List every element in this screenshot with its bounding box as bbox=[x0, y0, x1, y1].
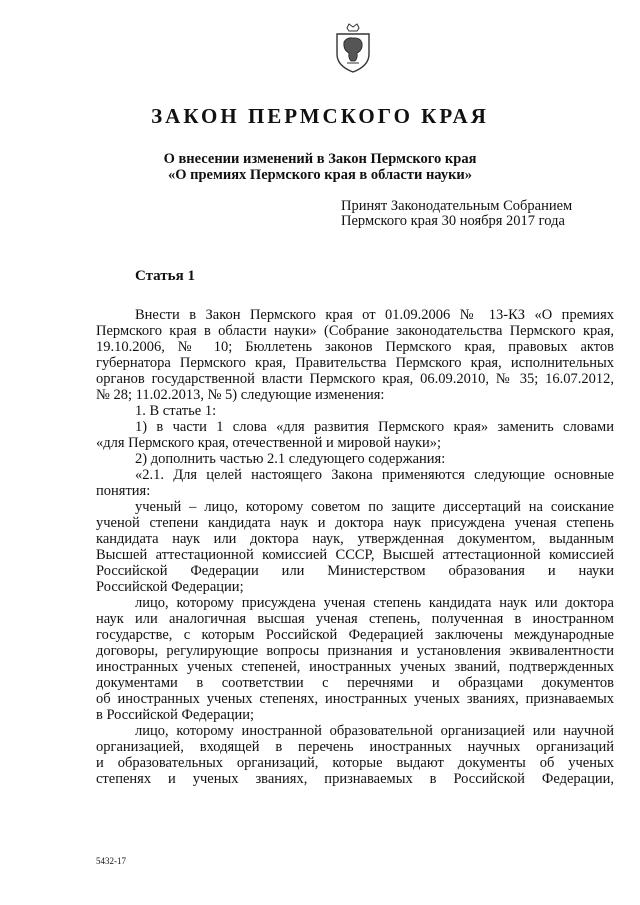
body-line: № 28; 11.02.2013, № 5) следующие изменения: bbox=[96, 387, 385, 403]
body-line: «для Пермского края, отечественной и мировой науки»; bbox=[96, 435, 442, 451]
body-line: органов государственной власти Пермского края, 06.09.2010, № 35; 16.07.2012, bbox=[96, 371, 614, 387]
law-title: ЗАКОН ПЕРМСКОГО КРАЯ bbox=[151, 104, 489, 128]
law-subject bbox=[0, 151, 640, 183]
article-body bbox=[96, 307, 614, 787]
body-line: Внести в Закон Пермского края от 01.09.2006 № 13-КЗ «О премиях bbox=[135, 307, 614, 323]
adoption-note-line: Пермского края 30 ноября 2017 года bbox=[341, 213, 565, 229]
body-line: и образовательных организаций, которые выдают документы об ученых bbox=[96, 755, 614, 771]
body-line: ученой степени кандидата наук и доктора наук присуждена ученая степень bbox=[96, 515, 614, 531]
law-subject-line: «О премиях Пермского края в области науки» bbox=[167, 167, 473, 183]
body-line: иностранных ученых степеней, иностранных ученых званий, подтвержденных bbox=[96, 659, 614, 675]
body-line: 1. В статье 1: bbox=[135, 403, 217, 419]
body-line: государстве, с которым Российской Федерацией заключены международные bbox=[96, 627, 614, 643]
adoption-note-line: Принят Законодательным Собранием bbox=[341, 198, 573, 214]
body-line: лицо, которому присуждена ученая степень кандидата наук или доктора bbox=[135, 595, 614, 611]
body-line: договоры, регулирующие вопросы признания и установления эквивалентности bbox=[96, 643, 614, 659]
body-line: в Российской Федерации; bbox=[96, 707, 255, 723]
coat-of-arms-icon bbox=[333, 22, 373, 74]
body-line: кандидата наук или доктора наук, утвержденная документом, выданным bbox=[96, 531, 614, 547]
body-line: Пермского края в области науки» (Собрание законодательства Пермского края, bbox=[96, 323, 614, 339]
law-subject-line: О внесении изменений в Закон Пермского края bbox=[163, 151, 477, 167]
body-line: степенях и ученых званиях, признаваемых в Российской Федерации, bbox=[96, 771, 614, 787]
body-line: губернатора Пермского края, Правительства Пермского края, исполнительных bbox=[96, 355, 614, 371]
body-line: понятия: bbox=[96, 483, 151, 499]
body-line: 1) в части 1 слова «для развития Пермского края» заменить словами bbox=[135, 419, 614, 435]
body-line: 19.10.2006, № 10; Бюллетень законов Пермского края, правовых актов bbox=[96, 339, 614, 355]
body-line: ученый – лицо, которому советом по защите диссертаций на соискание bbox=[135, 499, 614, 515]
body-line: «2.1. Для целей настоящего Закона применяются следующие основные bbox=[135, 467, 614, 483]
body-line: лицо, которому иностранной образовательной организацией или научной bbox=[135, 723, 614, 739]
body-line: организацией, входящей в перечень иностранных научных организаций bbox=[96, 739, 614, 755]
body-line: Российской Федерации; bbox=[96, 579, 244, 595]
body-line: Высшей аттестационной комиссией СССР, Высшей аттестационной комиссией bbox=[96, 547, 614, 563]
article-heading: Статья 1 bbox=[135, 268, 195, 284]
body-line: документами в соответствии с перечнями и образцами документов bbox=[96, 675, 614, 691]
document-code: 5432-17 bbox=[96, 856, 126, 866]
body-line: Российской Федерации или Министерством образования и науки bbox=[96, 563, 614, 579]
body-line: об иностранных ученых степенях, иностранных ученых званиях, признаваемых bbox=[96, 691, 614, 707]
body-line: 2) дополнить частью 2.1 следующего содержания: bbox=[135, 451, 446, 467]
body-line: наук или аналогичная высшая ученая степень, полученная в иностранном bbox=[96, 611, 614, 627]
adoption-note bbox=[341, 199, 572, 229]
